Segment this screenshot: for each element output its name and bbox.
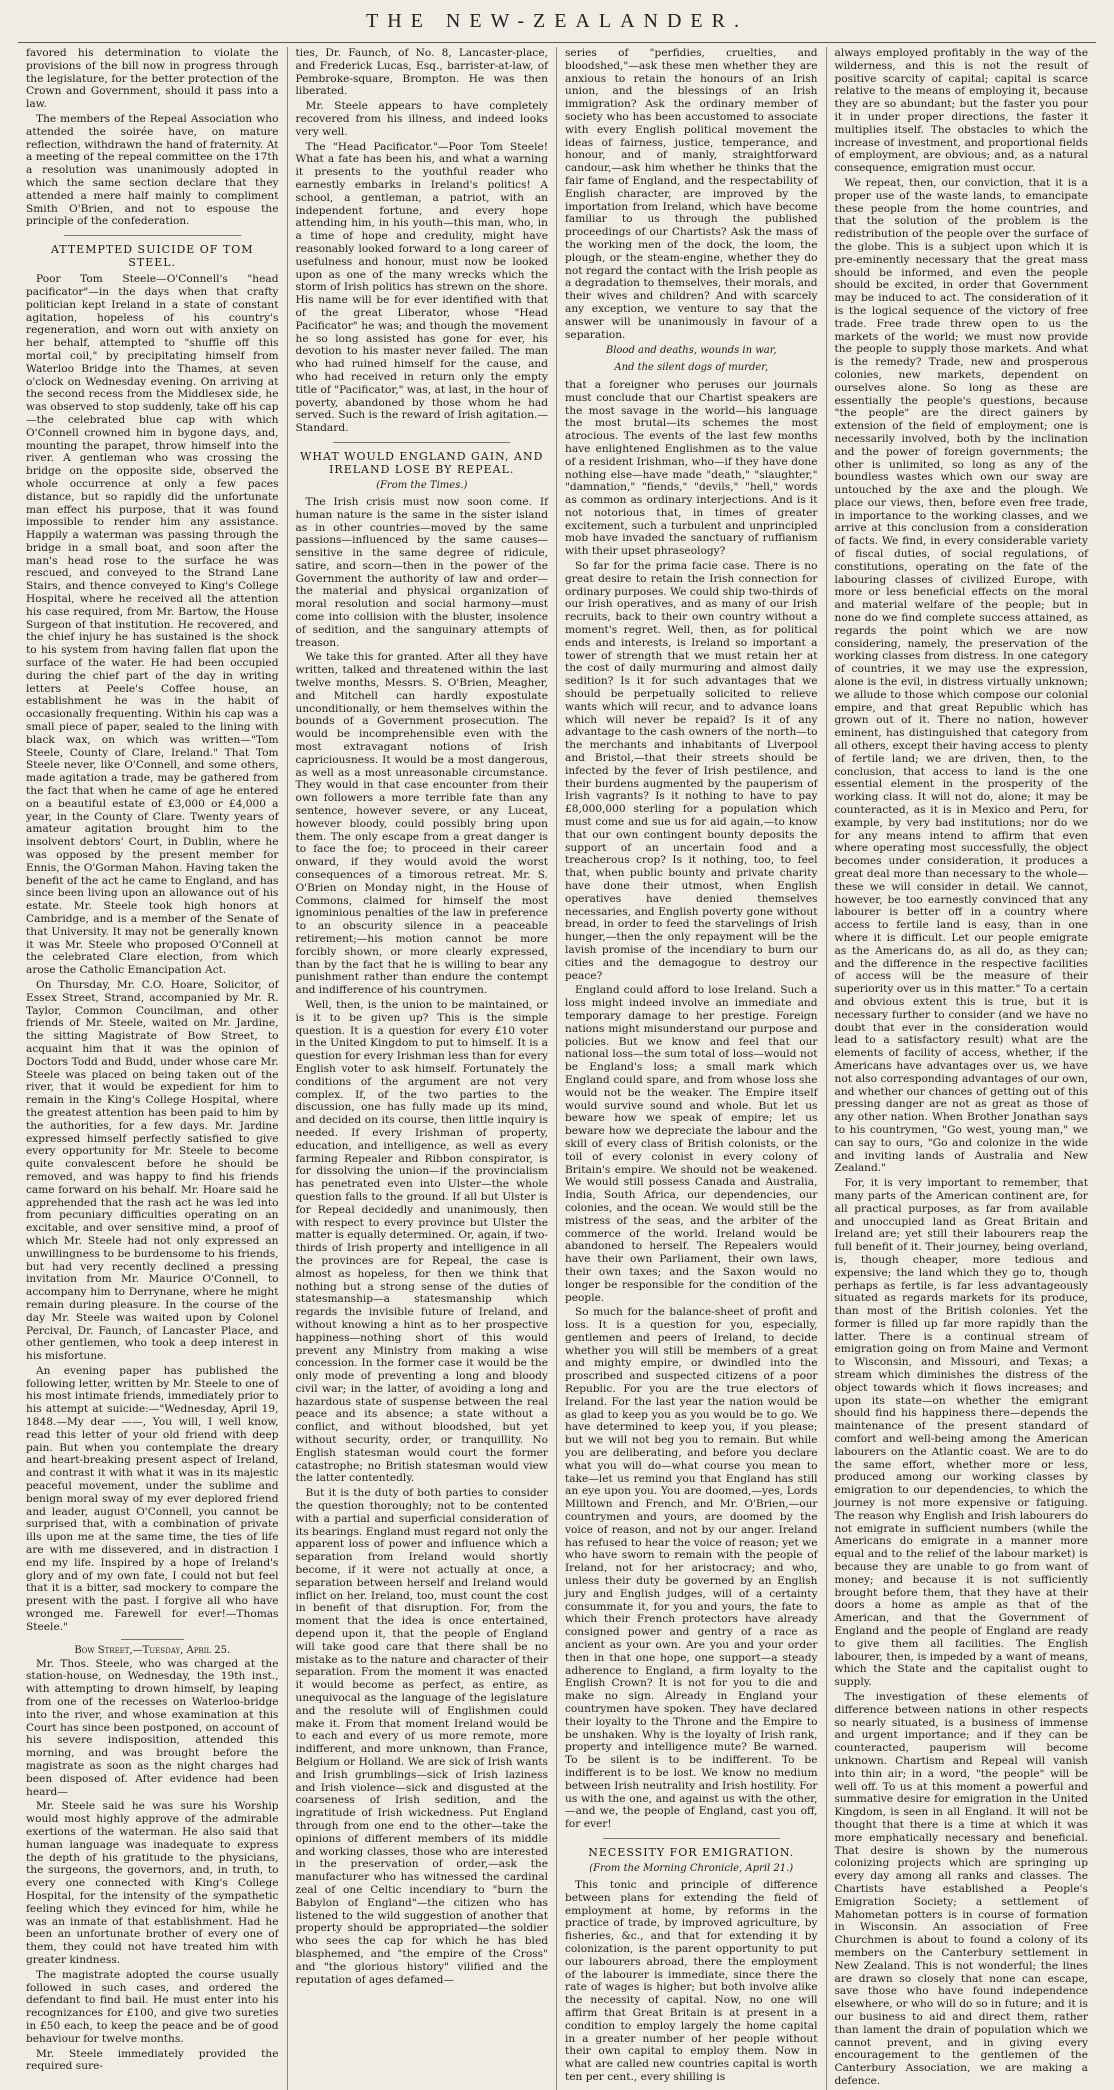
- paragraph: England could afford to lose Ireland. Such a loss might indeed involve an immediate and temporary damage to her prestige. Foreign nations might misunderstand our purpose and policies. But we know and feel that our national loss—the sum total of loss—would not be England's loss; a small mark which England could spare, and from whose loss she would not be the weaker. The Empire itself would survive sound and whole. But let us beware how we speak of empire; let us beware how we depreciate the labour and the skill of every class of British colonists, or the toil of every colonist in every colony of Britain's empire. We should not be weakened. We would still possess Canada and Australia, India, South Africa, our dependencies, our colonies, and the ocean. We would still be the mistress of the seas, and the arbiter of the commerce of the world. Ireland would be abandoned to herself. The Repealers would have their own Parliament, their own laws, their own taxes; and the Saxon would no longer be responsible for the condition of the people.: [565, 984, 818, 1304]
- verse-line: And the silent dogs of murder,: [614, 362, 769, 374]
- paragraph: An evening paper has published the following letter, written by Mr. Steele to one of his most intimate friends, immediately prior to his attempt at suicide:—"Wednesday, April 19, 1848.—My dear ——, You will, I well know, read this letter of your old friend with deep pain. But when you contemplate the dreary and heart-breaking present aspect of Ireland, and contrast it with what it was in its majestic peaceful movement, under the sublime and benign moral sway of my ever deplored friend and leader, august O'Connell, you cannot be surprised that, with a combination of private ills upon me at the same time, the ties of life are with me dissevered, and in distraction I end my life. Inspired by a hope of Ireland's glory and of my own fate, I could not but feel that it is a bitter, sad mockery to compare the present with the past. I forgive all who have wronged me. Farewell for ever!—Thomas Steele.": [26, 1364, 279, 1633]
- paragraph: series of "perfidies, cruelties, and bloodshed,"—ask these men whether they are anxious to retain the honours of an Irish union, and the blessings of an Irish immigration? Ask the ordinary member of society who has been accustomed to associate with every English political movement the ideas of fairness, justice, temperance, and honour, and of manly, straightforward candour,—ask him whether he thinks that the fair fame of England, and the respectability of English character, are improved by the importation from Ireland, which have become familiar to us through the published proceedings of our Chartists? Ask the mass of the working men of the dock, the loom, the plough, or the steam-engine, whether they do not regard the contact with the Irish people as a degradation to themselves, their morals, and their wives and children? And with scarcely any exception, we venture to say that the answer will be unanimously in favour of a separation.: [565, 47, 818, 341]
- paragraph: So far for the prima facie case. There is no great desire to retain the Irish connection for ordinary purposes. We could ship two-thirds of our Irish operatives, and as many of our Irish recruits, back to their own country without a moment's regret. Well, then, as for political ends and interests, is Ireland so important a tower of strength that we must retain her at the cost of daily murmuring and almost daily sedition? Is it for such advantages that we should be perpetually solicited to relieve wants which will recur, and to advance loans which will never be repaid? Is it of any advantage to the cash owners of the north—to the merchants and inhabitants of Liverpool and Bristol,—that their streets should be infected by the fever of Irish pestilence, and their burdens augmented by the pauperism of Irish vagrants? Is it nothing to have to pay £8,000,000 sterling for a population which must come and sue us for aid again,—to know that our own contingent bounty deposits the support of an uncertain food and a treacherous crop? Is it nothing, too, to feel that, when public bounty and private charity have done their utmost, when English operatives have denied themselves necessaries, and English poverty gone without bread, in order to feed the starvelings of Irish hunger,—then the only repayment will be the lavish promise of the incendiary to burn our cities and the demagogue to destroy our peace?: [565, 560, 818, 982]
- paragraph: Mr. Steele appears to have completely recovered from his illness, and indeed looks very well.: [295, 100, 548, 138]
- paragraph: We take this for granted. After all they have written, talked and threatened within the last twelve months, Messrs. S. O'Brien, Meagher, and Mitchell can hardly expostulate unconditionally, or hem themselves within the bounds of a Government prosecution. The would be incomprehensible even with the most extravagant notions of Irish capriciousness. It would be a most dangerous, as well as a most unreasonable circumstance. They would in that case encounter from their own followers a more terrible fate than any sentence, however severe, or any Luceat, however bloody, could possibly bring upon them. The only escape from a great danger is to face the foe; to proceed in their career onward, if they would avoid the worst consequences of a timorous retreat. Mr. S. O'Brien on Monday night, in the House of Commons, claimed for himself the most ignominious penalties of the law in preference to an obscurity silence in a peaceable retirement;—his motion cannot be more forcibly shown, or more clearly expressed, than by the fact that he is willing to bear any punishment rather than endure the contempt and indifference of his countrymen.: [295, 651, 548, 997]
- article-source: (From the Morning Chronicle, April 21.): [589, 1862, 794, 1874]
- paragraph: The "Head Pacificator."—Poor Tom Steele! What a fate has been his, and what a warning it presents to the youthful reader who earnestly embarks in Ireland's politics! A school, a gentleman, a patriot, with an independent fortune, and every hope attending him, in his youth—this man, who, in a time of hope and credulity, might have reasonably looked forward to a long career of usefulness and honour, must now be looked upon as one of the many wrecks which the storm of Irish politics has strewn on the shore. His name will be for ever identified with that of the great Liberator, whose "Head Pacificator" he was; and though the movement he so long assisted has gone for ever, his devotion to his master never failed. The man who had ruined himself for the cause, and who had received in return only the empty title of "Pacificator," was, at last, in the hour of poverty, abandoned by those whom he had served. Such is the reward of Irish agitation.—Standard.: [295, 140, 548, 435]
- article-heading: WHAT WOULD ENGLAND GAIN, AND IRELAND LOSE BY REPEAL.: [300, 449, 544, 476]
- newspaper-title: THE NEW-ZEALANDER.: [366, 9, 748, 32]
- paragraph: The magistrate adopted the course usually followed in such cases, and ordered the defendant to find bail. He must enter into his recognizances for £100, and give two sureties in £50 each, to keep the peace and be of good behaviour for twelve months.: [26, 1968, 279, 2045]
- divider: [64, 235, 241, 236]
- paragraph: always employed profitably in the way of the wilderness, and this is not the result of positive scarcity of capital; capital is scarce relative to the means of employing it, because they are so abundant; but the faster you pour it in under proper directions, the faster it multiplies itself. The obstacles to which the increase of investment, and proportional fields of employment, are obvious; and, as a natural consequence, emigration must occur.: [834, 47, 1088, 175]
- divider: [121, 1639, 184, 1640]
- dateline: Bow Street,—Tuesday, April 25.: [74, 1644, 231, 1656]
- paragraph: For, it is very important to remember, that many parts of the American continent are, for all practical purposes, as far from available and unoccupied land as Great Britain and Ireland are; yet still their labourers reap the full benefit of it. Their journey, being overland, is, though cheaper, more tedious and expensive; the land which they go to, though perhaps as fertile, is far less advantageously situated as regards markets for its produce, than most of the British colonies. Yet the former is filled up far more rapidly than the latter. There is a continual stream of emigration going on from Maine and Vermont to Wisconsin, and Missouri, and Texas; a stream which diminishes the distress of the object towards which it flows increases; and upon its state—on whether the emigrant should find his happiness there—depends the maintenance of the present standard of comfort and well-being among the American labourers on the Atlantic coast. We are to do the same effort, whether more or less, produced among our working classes by emigration to our dependencies, to which the journey is not more expensive or fatiguing. The reason why English and Irish labourers do not emigrate in sufficient numbers (while the Americans do emigrate in a manner more equal and to the relief of the labour market) is because they are unable to go from want of money; and because it is not sufficiently brought before them, that they have at their doors a home as ample as that of the American, and that the Government of England and the people of England are ready to give them all facilities. The English labourer, then, is impeded by a want of means, which the State and the capitalist ought to supply.: [834, 1177, 1088, 1689]
- paragraph: The investigation of these elements of difference between nations in other respects so nearly situated, is a business of immense and urgent importance; and if they can be counteracted, pauperism will become unknown. Chartism and Repeal will vanish into thin air; in a word, "the people" will be well off. To us at this moment a powerful and summative desire for emigration in the United Kingdom, is seen in all England. It will not be thought that there is a time at which it was more emphatically necessary and beneficial. That desire is shown by the numerous colonizing projects which are springing up every day among all ranks and classes. The Chartists have established a People's Emigration Society; a settlement of Mahometan potters is in course of formation in Wisconsin. An association of Free Churchmen is about to found a colony of its members on the Canterbury settlement in New Zealand. This is not wonderful; the lines are drawn so closely that none can escape, save those who have found independence elsewhere, or who will do so in future; and it is our business to aid and direct them, rather than lament the drain of population which we cannot prevent, and in giving every encouragement to the gentlemen of the Canterbury Association, we are making a defence.: [834, 1691, 1088, 2087]
- article-columns: [18, 47, 1096, 2087]
- column-1: [18, 47, 288, 2090]
- article-source: (From the Times.): [376, 479, 468, 491]
- paragraph: favored his determination to violate the provisions of the bill now in progress through the legislature, for the better protection of the Crown and Government, should it pass into a law.: [26, 47, 279, 111]
- paragraph: Well, then, is the union to be maintained, or is it to be given up? This is the simple question. It is a question for every £10 voter in the United Kingdom to put to himself. It is a question for every Irishman less than for every English voter to ask himself. Fortunately the conditions of the argument are not very complex. If, of the two parties to the discussion, one has fully made up its mind, and decided on its course, then little inquiry is needed. If every Irishman of property, education, and intelligence, as well as every farming Repealer and Ribbon conspirator, is for dissolving the union—if the provincialism has penetrated even into Ulster—the whole question falls to the ground. If all but Ulster is for Repeal decidedly and unanimously, then with respect to every province but Ulster the matter is equally determined. Or, again, if two-thirds of Irish property and intelligence in all the provinces are for Repeal, the case is almost as hopeless, for then we think that nothing but a strong sense of the duties of statesmanship—a statesmanship which regards the invisible future of Ireland, and without knowing a hint as to her prospective happiness—nothing short of this would prevent any Ministry from making a wise concession. In the former case it would be the only mode of preventing a long and bloody civil war; in the latter, of avoiding a long and hazardous state of suspense between the real peace and its absence; a state without a conflict, and without bloodshed, but yet without security, order, or tranquillity. No English statesman would court the former catastrophe; no British statesman would view the latter contentedly.: [295, 998, 548, 1485]
- paragraph: ties, Dr. Faunch, of No. 8, Lancaster-place, and Frederick Lucas, Esq., barrister-at-law, of Pembroke-square, Brompton. He was then liberated.: [295, 47, 548, 98]
- paragraph: Mr. Steele immediately provided the required sure-: [26, 2047, 279, 2073]
- paragraph: The members of the Repeal Association who attended the soirée have, on mature reflection, withdrawn the hand of fraternity. At a meeting of the repeal committee on the 17th a resolution was unanimously adopted in which the same section declare that they attended a mere half mainly to compliment Smith O'Brien, and not to espouse the principle of the confederation.: [26, 112, 279, 228]
- paragraph: Mr. Thos. Steele, who was charged at the station-house, on Wednesday, the 19th inst., with attempting to drown himself, by leaping from one of the recesses on Waterloo-bridge into the river, and whose examination at this Court has since been postponed, on account of his severe indisposition, attended this morning, and was brought before the magistrate as soon as the night charges had been disposed of. After evidence had been heard—: [26, 1657, 279, 1798]
- paragraph: We repeat, then, our conviction, that it is a proper use of the waste lands, to emancipate these people from the home countries, and that the solution of the problem is the redistribution of the people over the surface of the globe. This is a subject upon which it is pre-eminently necessary that the great mass should be informed, and even the people should be excited, in order that Government may be induced to act. The consideration of it is the logical sequence of the victory of free trade. Free trade threw open to us the markets of the world; we must now provide the people to supply those markets. And what is the remedy? Trade, new and prosperous colonies, new markets, dependent on ourselves alone. So long as these are essentially the people's questions, because "the people" are the direct gainers by extension of the field of employment; one is necessarily involved, both by the inclination and the power of foreign governments; the other is unlimited, so long as any of the boundless wastes which own our sway are untouched by the axe and the plough. We place our views, then, before even free trade, in importance to the working classes, and we arrive at this conclusion from a consideration of facts. We find, in every considerable variety of fiscal duties, of social regulations, of constitutions, operating on the fate of the labouring classes of civilized Europe, with more or less beneficial effects on the moral and material welfare of the people; but in none do we find complete success attained, as regards the point which we are now considering, namely, the preservation of the working classes from distress. In one category of countries, it we may use the expression, alone is the evil, in distress virtually unknown; we allude to those which compose our colonial empire, and that great Republic which has grown out of it. There no nation, however eminent, has distinguished that category from all others, except their having access to plenty of fertile land; we are driven, then, to the conclusion, that access to land is the one essential element in the prosperity of the working class. It will not do, alone; it may be counteracted, as it is in Mexico and Peru, for example, by very bad institutions; nor do we for any means intend to affirm that even where operating most successfully, the object becomes under consideration, it produces a great deal more than necessary to the whole—these we will consider in detail. We cannot, however, be too earnestly convinced that any labourer is better off in a country where access to fertile land is easy, than in one where it is difficult. Let our people emigrate as the Americans do, as all do, as they can; and the difference in the respective facilities of access will be the measure of their superiority over us in this matter." To a certain and obvious extent this is true, but it is necessary further to consider (and we have no doubt that ever in the consideration would lead to a satisfactory result) what are the elements of facility of access, whether, if the Americans have advantages over us, we have not also corresponding advantages of our own, and whether our chances of getting out of this pressing danger are not as great as those of any other nation. When Brother Jonathan says to his countrymen, "Go west, young man," we can say to ours, "Go and colonize in the wide and inviting lands of Australia and New Zealand.": [834, 176, 1088, 1175]
- paragraph: that a foreigner who peruses our journals must conclude that our Chartist speakers are the most savage in the world—his language the most brutal—its schemes the most atrocious. The events of the last few months have enlightened Englishmen as to the value of a resident Irishman, who—if they have done nothing else—have made "death," "slaughter," "damnation," "fiends," "devils," "hell," words as common as ordinary interjections. And is it not notorious that, in times of greater excitement, such a turbulent and unprincipled mob have invaded the sanctuary of ruffianism with their upset phraseology?: [565, 378, 818, 558]
- divider: [333, 442, 510, 443]
- paragraph: Mr. Steele said he was sure his Worship would most highly approve of the admirable exertions of the waterman. He also said that human language was inadequate to express the depth of his gratitude to the physicians, the surgeons, the governors, and, in truth, to every one connected with King's College Hospital, for the intensity of the sympathetic feeling which they evinced for him, while he was an inmate of that establishment. Had he been an unfortunate brother of every one of them, they could not have treated him with greater kindness.: [26, 1800, 279, 1966]
- column-2: [288, 47, 558, 2090]
- divider: [603, 1838, 780, 1839]
- article-heading: NECESSITY FOR EMIGRATION.: [588, 1845, 795, 1859]
- article-heading: ATTEMPTED SUICIDE OF TOM STEEL.: [50, 243, 254, 270]
- paragraph: This tonic and principle of difference between plans for extending the field of employment at home, by reforms in the practice of trade, by improved agriculture, by fisheries, &c., and that for extending it by colonization, is the parent opportunity to put our labourers abroad, there the employment of the labourer is immediate, since there the rate of wages is higher; but both involve alike the necessity of capital. Now, no one will affirm that Great Britain is at present in a condition to employ largely the home capital in a greater number of her people without their own capital to employ them. Now in what are called new countries capital is worth ten per cent., every shilling is: [565, 1878, 818, 2083]
- column-4: [827, 47, 1097, 2090]
- paragraph: On Thursday, Mr. C.O. Hoare, Solicitor, of Essex Street, Strand, accompanied by Mr. R. Taylor, Common Councilman, and other friends of Mr. Steele, waited on Mr. Jardine, the sitting Magistrate of Bow Street, to acquaint him that it was the opinion of Doctors Todd and Budd, under whose care Mr. Steele was placed on being taken out of the river, that it would be expedient for him to remain in the King's College Hospital, where the greatest attention has been paid to him by the authorities, for a few days. Mr. Jardine expressed himself perfectly satisfied to give every opportunity for Mr. Steele to become quite convalescent before he should be removed, and was happy to find his friends came forward on his behalf. Mr. Hoare said he apprehended that the rash act he was led into from pecuniary difficulties operating on an excitable, and over sensitive mind, a proof of which Mr. Steele had not only expressed an unwillingness to be burdensome to his friends, but had very recently declined a pressing invitation from Mr. Maurice O'Connell, to accompany him to Derrynane, where he might remain during pleasure. In the course of the day Mr. Steele was waited upon by Colonel Percival, Dr. Faunch, of Lancaster Place, and other gentlemen, who took a deep interest in his misfortune.: [26, 978, 279, 1363]
- masthead: [18, 0, 1096, 43]
- verse-line: Blood and deaths, wounds in war,: [605, 345, 777, 357]
- paragraph: But it is the duty of both parties to consider the question thoroughly; not to be contented with a partial and superficial consideration of its bearings. England must regard not only the apparent loss of power and influence which a separation from Ireland would shortly become, if it were not actually at once, a separation between herself and Ireland would inflict on her. Ireland, too, must count the cost in benefit of that disruption. For, from the moment that the idea is once entertained, depend upon it, that the people of England will take good care that there shall be no mistake as to the nature and character of their separation. From the moment it was enacted it would become as perfect, as entire, as unequivocal as the language of the legislature and the resolute will of Englishmen could make it. From that moment Ireland would be to each and every of us more remote, more indifferent, and more unknown, than France, Belgium or Holland. We are sick of Irish wants and Irish grumblings—sick of Irish laziness and Irish violence—sick and disgusted at the coarseness of Irish sedition, and the ingratitude of Irish wickedness. Put England through from one end to the other—take the opinions of different members of its middle and working classes, those who are interested in the preservation of order,—ask the manufacturer who has witnessed the cardinal zeal of one Celtic incendiary to "burn the Babylon of England"—the citizen who has listened to the wild suggestion of another that property should be appropriated—the soldier who sees the cap for which he has bled blasphemed, and "the empire of the Cross" and "the glorious history" vilified and the reputation of ages defamed—: [295, 1487, 548, 1986]
- column-3: [557, 47, 827, 2090]
- paragraph: So much for the balance-sheet of profit and loss. It is a question for you, especially, gentlemen and peers of Ireland, to decide whether you will still be members of a great and mighty empire, or dwindled into the proscribed and suspected citizens of a poor Republic. For you are the true electors of Ireland. For the last year the nation would be as glad to keep you as you would be to go. We have determined to keep you, if you please; but we will not beg you to remain. But while you are deliberating, and before you declare what you will do—what course you mean to take—let us remind you that England has still an eye upon you. You are doomed,—yes, Lords Milltown and French, and Mr. O'Brien,—our countrymen and yours, are doomed by the voice of reason, and not by our anger. Ireland has refused to hear the voice of reason; yet we who have sworn to remain with the people of Ireland, not for her aristocracy; and who, unless their duty be governed by an English jury and English judges, will of a certainty consummate it, for you and yours, the fate to which their French protectors have already consigned power and gentry of a race as ancient as your own. Are you and your order then in that one hope, one support—a steady adherence to England, a firm loyalty to the English Crown? It is not for you to die and make no sign. Already in England your countrymen have spoken. They have declared their loyalty to the Throne and the Empire to be unshaken. Why is the loyalty of Irish rank, property and intelligence mute? Be warned. To be silent is to be indifferent. To be indifferent is to be lost. We know no medium between Irish neutrality and Irish hostility. For us with the one, and against us with the other,—and we, the people of England, cast you off, for ever!: [565, 1306, 818, 1831]
- paragraph: The Irish crisis must now soon come. If human nature is the same in the sister island as in other countries—moved by the same passions—influenced by the same causes—sensitive in the same degree of ridicule, satire, and scorn—then in the power of the Government the authority of law and order—the material and physical organization of moral resolution and social harmony—must come into collision with the bluster, insolence of sedition, and the sanguinary attempts of treason.: [295, 495, 548, 649]
- paragraph: Poor Tom Steele—O'Connell's "head pacificator"—in the days when that crafty politician kept Ireland in a state of constant agitation, hopeless of his country's regeneration, and worn out with anxiety on her behalf, attempted to "shuffle off this mortal coil," by precipitating himself from Waterloo Bridge into the Thames, at seven o'clock on Wednesday evening. On arriving at the second recess from the Middlesex side, he was observed to stop suddenly, take off his cap—the celebrated blue cap with which O'Connell crowned him in bygone days, and, mounting the parapet, throw himself into the river. A gentleman who was crossing the bridge on the opposite side, observed the whole occurrence at only a few paces distance, but so rapidly did the unfortunate man effect his purpose, that it was found impossible to render him any assistance. Happily a waterman was passing through the bridge in a small boat, and soon after the man's head rose to the surface he was rescued, and conveyed to the Strand Lane Stairs, and thence conveyed to King's College Hospital, where he received all the attention his case required, from Mr. Bartow, the House Surgeon of that institution. He recovered, and the chief injury he has sustained is the shock to his system from having fallen flat upon the surface of the water. He had been occupied during the chief part of the day in writing letters at Peele's Coffee house, an establishment he was in the habit of occasionally frequenting. Within his cap was a small piece of paper, sealed to the lining with black wax, on which was written—"Tom Steele, County of Clare, Ireland." That Tom Steele never, like O'Connell, and some others, made agitation a trade, may be gathered from the fact that when he came of age he entered on a beautiful estate of £3,000 or £4,000 a year, in the County of Clare. Twenty years of amateur agitation brought him to the insolvent debtors' Court, in Dublin, where he was opposed by the present member for Ennis, the O'Gorman Mahon. Having taken the benefit of the act he came to England, and has since been living upon an allowance out of his estate. Mr. Steele took high honors at Cambridge, and is a member of the Senate of that University. It may not be generally known it was Mr. Steele who proposed O'Connell at the celebrated Clare election, from which arose the Catholic Emancipation Act.: [26, 273, 279, 977]
